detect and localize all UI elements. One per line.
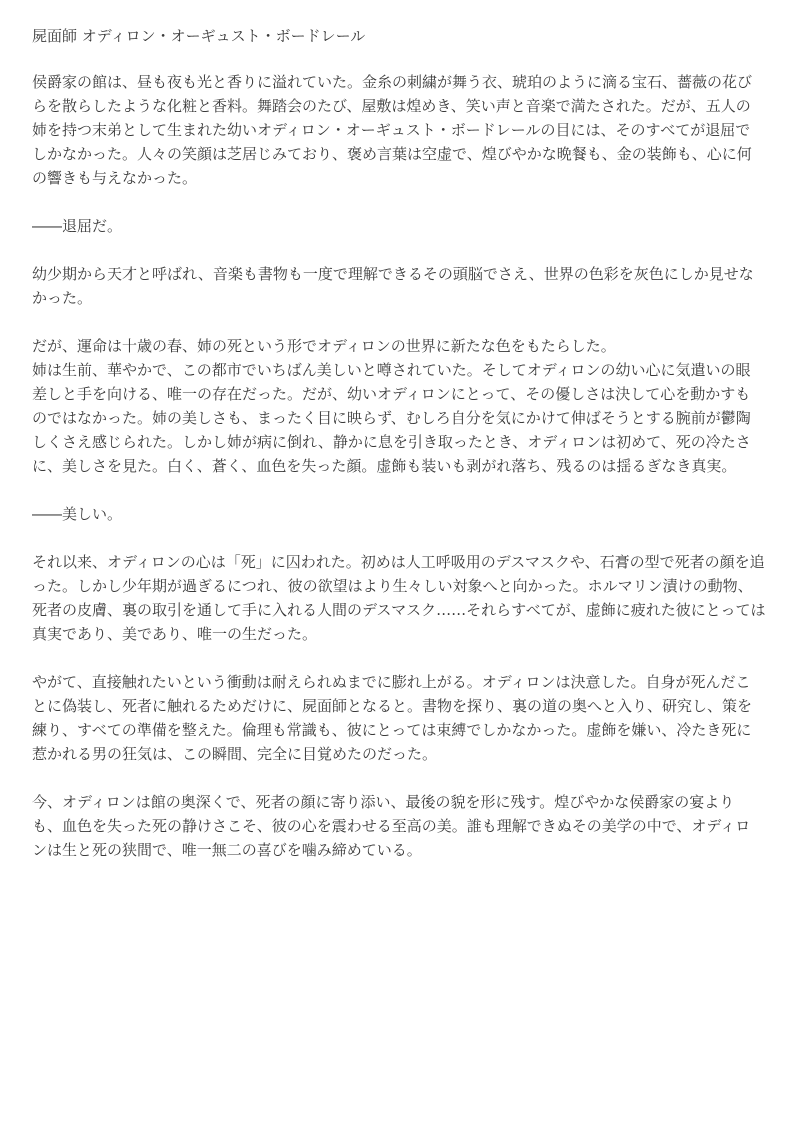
text-line: かった。: [32, 289, 93, 307]
text-line: 死者の皮膚、裏の取引を通して手に入れる人間のデスマスク……それらすべてが、虚飾に疲れた彼にとっては: [32, 601, 766, 619]
document-title: 屍面師 オディロン・オーギュスト・ボードレール: [32, 27, 366, 45]
text-line: に、美しさを見た。白く、蒼く、血色を失った顔。虚飾も装いも剥がれ落ち、残るのは揺るぎなき真実。: [32, 457, 737, 475]
text-line: のではなかった。姉の美しさも、まったく目に映らず、むしろ自分を気にかけて伸ばそうとする腕前が鬱陶: [32, 409, 751, 427]
text-line: らを散らしたような化粧と香料。舞踏会のたび、屋敷は煌めき、笑い声と音楽で満たされた。だが、五人の: [32, 97, 751, 115]
text-line: 姉を持つ末弟として生まれた幼いオディロン・オーギュスト・ボードレールの目には、そのすべてが退屈で: [32, 121, 751, 139]
paragraph: [32, 334, 772, 478]
text-line: ンは生と死の狭間で、唯一無二の喜びを噛み締めている。: [32, 841, 422, 859]
paragraph: [32, 550, 772, 646]
text-line: も、血色を失った死の静けさこそ、彼の心を震わせる至高の美。誰も理解できぬその美学の中で、オディロ: [32, 817, 751, 835]
document-page: [32, 24, 772, 886]
text-line: った。しかし少年期が過ぎるにつれ、彼の欲望はより生々しい対象へと向かった。ホルマリン漬けの動物、: [32, 577, 753, 595]
text-line: ――美しい。: [32, 505, 123, 523]
text-line: とに偽装し、死者に触れるためだけに、屍面師となると。書物を探り、裏の道の奥へと入り、研究し、策を: [32, 697, 753, 715]
paragraph: [32, 790, 772, 862]
paragraph: [32, 502, 772, 526]
paragraph: [32, 214, 772, 238]
text-line: 惹かれる男の狂気は、この瞬間、完全に目覚めたのだった。: [32, 745, 438, 763]
paragraph: [32, 670, 772, 766]
text-line: ――退屈だ。: [32, 217, 123, 235]
text-line: それ以来、オディロンの心は「死」に囚われた。初めは人工呼吸用のデスマスクや、石膏の型で死者の顔を追: [32, 553, 765, 571]
text-line: やがて、直接触れたいという衝動は耐えられぬまでに膨れ上がる。オディロンは決意した。自身が死んだこ: [32, 673, 751, 691]
text-line: 今、オディロンは館の奥深くで、死者の顔に寄り添い、最後の貌を形に残す。煌びやかな侯爵家の宴より: [32, 793, 735, 811]
text-line: の響きも与えなかった。: [32, 169, 198, 187]
paragraph: [32, 70, 772, 190]
text-line: 幼少期から天才と呼ばれ、音楽も書物も一度で理解できるその頭脳でさえ、世界の色彩を灰色にしか見せな: [32, 265, 754, 283]
text-line: 真実であり、美であり、唯一の生だった。: [32, 625, 318, 643]
document-body: [32, 70, 772, 862]
text-line: だが、運命は十歳の春、姉の死という形でオディロンの世界に新たな色をもたらした。: [32, 337, 616, 355]
text-line: 侯爵家の館は、昼も夜も光と香りに溢れていた。金糸の刺繍が舞う衣、琥珀のように滴る宝石、薔薇の花び: [32, 73, 753, 91]
text-line: しくさえ感じられた。しかし姉が病に倒れ、静かに息を引き取ったとき、オディロンは初めて、死の冷たさ: [32, 433, 751, 451]
paragraph: [32, 262, 772, 310]
text-line: 練り、すべての準備を整えた。倫理も常識も、彼にとっては束縛でしかなかった。虚飾を嫌い、冷たき死に: [32, 721, 752, 739]
text-line: 姉は生前、華やかで、この都市でいちばん美しいと噂されていた。そしてオディロンの幼い心に気遣いの眼: [32, 361, 751, 379]
text-line: 差しと手を向ける、唯一の存在だった。だが、幼いオディロンにとって、その優しさは決して心を動かすも: [32, 385, 751, 403]
text-line: しかなかった。人々の笑顔は芝居じみており、褒め言葉は空虚で、煌びやかな晩餐も、金の装飾も、心に何: [32, 145, 752, 163]
